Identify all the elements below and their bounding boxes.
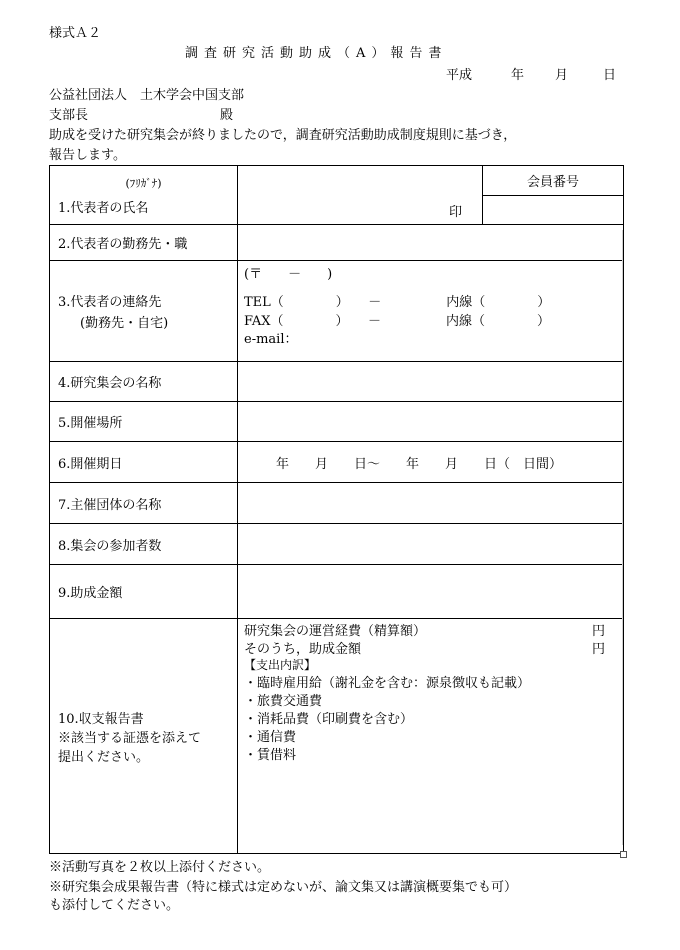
intro-line-1: 助成を受けた研究集会が終りましたので，調査研究活動助成制度規則に基づき， [49,128,517,143]
breakdown-heading: 【支出内訳】 [244,658,317,672]
footnote-3: も添付してください。 [49,898,180,913]
furigana-label: (ﾌﾘｶﾞﾅ) [125,176,162,190]
expense-item: ・臨時雇用給（謝礼金を含む：源泉徴収も記載） [244,676,531,691]
form-title: 調査研究活動助成（A）報告書 [185,46,448,61]
grant-amount-label: 9.助成金額 [50,565,238,619]
row-employer [50,225,624,261]
organizer-label: 7.主催団体の名称 [50,483,238,524]
tel-field[interactable]: TEL（ ） － 内線（ ） [244,295,551,310]
row-budget-report [50,619,624,854]
budget-note: ※該当する証憑を添えて [58,730,202,746]
intro-line-2: 報告します。 [49,148,126,163]
row-venue [50,402,624,442]
budget-label-cell [50,619,238,854]
fax-field[interactable]: FAX（ ） － 内線（ ） [244,314,551,329]
dates-input[interactable]: 年 月 日～ 年 月 日（ 日間） [238,442,624,483]
employer-input[interactable] [238,225,624,261]
grant-portion-label: そのうち，助成金額 [244,642,362,657]
meeting-name-label: 4.研究集会の名称 [50,362,238,402]
date-month: 月 [555,68,569,83]
email-field[interactable]: e-mail： [244,332,298,347]
budget-label: 10.収支報告書 [58,711,144,727]
name-label: 1.代表者の氏名 [58,200,149,216]
member-number-input[interactable] [483,196,624,225]
meeting-name-input[interactable] [238,362,624,402]
contact-label-cell [50,261,238,362]
row-name-top [50,166,624,196]
expense-item: ・賃借料 [244,748,297,763]
table-resize-handle[interactable] [620,851,627,858]
employer-label: 2.代表者の勤務先・職 [50,225,238,261]
form-id: 様式Ａ２ [49,26,102,41]
postal-code-field[interactable]: (〒 － ) [244,267,333,282]
name-label-cell [50,166,238,225]
seal-mark: 印 [448,205,462,220]
recipient-honorific: 殿 [220,108,234,123]
date-year: 年 [511,68,525,83]
grant-portion-yen: 円 [591,642,605,657]
contact-input-cell[interactable] [238,261,624,362]
recipient-title: 支部長 [49,108,89,123]
row-meeting-name [50,362,624,402]
row-contact [50,261,624,362]
recipient-org: 公益社団法人 土木学会中国支部 [49,88,245,103]
report-form-table [49,165,624,854]
budget-note-2: 提出ください。 [58,749,150,765]
venue-input[interactable] [238,402,624,442]
contact-sublabel: (勤務先・自宅) [80,316,169,331]
name-input-cell[interactable] [238,166,483,225]
footnote-1: ※活動写真を２枚以上添付ください。 [49,860,271,875]
expense-item: ・旅費交通費 [244,694,323,709]
row-dates [50,442,624,483]
row-grant-amount [50,565,624,619]
row-participants [50,524,624,565]
organizer-input[interactable] [238,483,624,524]
member-number-label: 会員番号 [483,166,624,196]
operating-cost-yen: 円 [591,624,605,639]
venue-label: 5.開催場所 [50,402,238,442]
grant-amount-input[interactable] [238,565,624,619]
expense-item: ・消耗品費（印刷費を含む） [244,712,414,727]
operating-cost-label: 研究集会の運営経費（精算額） [244,624,427,639]
expense-item: ・通信費 [244,730,297,745]
date-day: 日 [603,68,617,83]
date-era: 平成 [446,68,473,83]
footnote-2: ※研究集会成果報告書（特に様式は定めないが、論文集又は講演概要集でも可） [49,880,518,895]
dates-label: 6.開催期日 [50,442,238,483]
contact-label: 3.代表者の連絡先 [58,295,162,310]
row-organizer [50,483,624,524]
participants-label: 8.集会の参加者数 [50,524,238,565]
participants-input[interactable] [238,524,624,565]
table-gridline [622,230,623,845]
budget-input-cell[interactable] [238,619,624,854]
